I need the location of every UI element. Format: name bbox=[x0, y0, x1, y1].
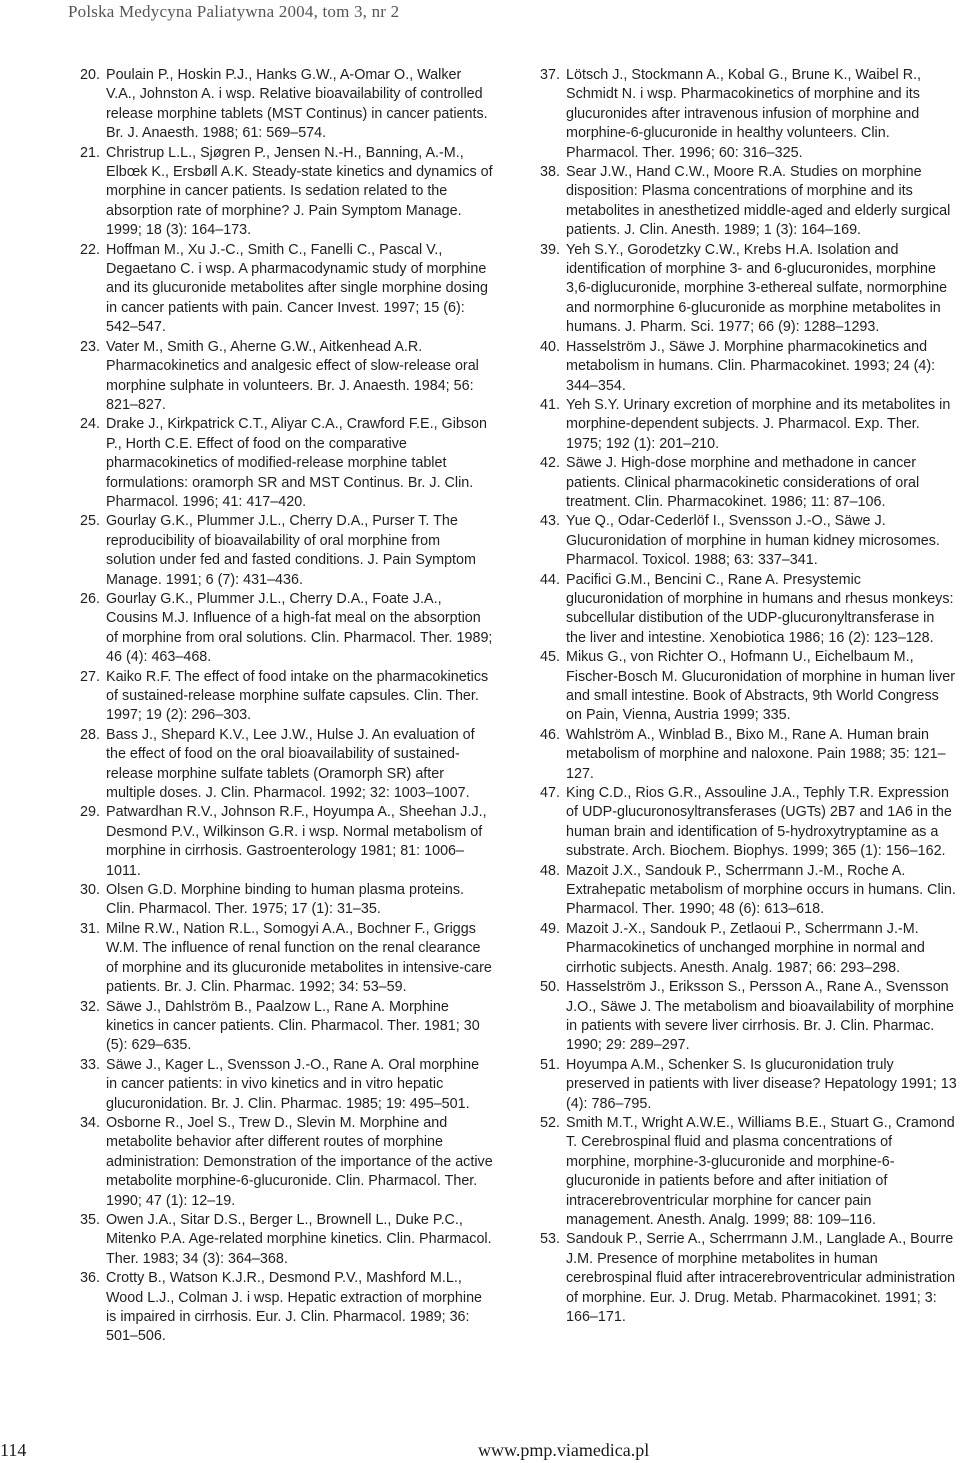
reference-list-right bbox=[540, 66, 958, 1327]
reference-item bbox=[540, 726, 958, 784]
reference-number: 51. bbox=[540, 1056, 560, 1073]
reference-text: Mazoit J.-X., Sandouk P., Zetlaoui P., Scherrmann J.-M. Pharmacokinetics of unchanged morphine in normal and cirrhotic subjects. Anesth. Analg. 1987; 66: 293–298. bbox=[566, 920, 925, 976]
reference-number: 22. bbox=[80, 241, 100, 258]
reference-item bbox=[540, 512, 958, 570]
reference-number: 50. bbox=[540, 979, 560, 996]
reference-item bbox=[80, 668, 493, 726]
reference-item bbox=[540, 66, 958, 163]
reference-text: Säwe J., Dahlström B., Paalzow L., Rane A. Morphine kinetics in cancer patients. Clin. Pharmacol. Ther. 1981; 30 (5): 629–635. bbox=[106, 998, 480, 1054]
reference-number: 29. bbox=[80, 804, 100, 821]
reference-text: Yeh S.Y. Urinary excretion of morphine and its metabolites in morphine-dependent subjects. J. Pharmacol. Exp. Ther. 1975; 192 (1): 201–210. bbox=[566, 396, 951, 452]
reference-number: 31. bbox=[80, 920, 100, 937]
reference-text: Olsen G.D. Morphine binding to human plasma proteins. Clin. Pharmacol. Ther. 1975; 17 (1): 31–35. bbox=[106, 882, 464, 918]
reference-text: Hasselström J., Säwe J. Morphine pharmacokinetics and metabolism in humans. Clin. Pharmacokinet. 1993; 24 (4): 344–354. bbox=[566, 338, 936, 394]
reference-item bbox=[540, 396, 958, 454]
reference-text: Christrup L.L., Sjøgren P., Jensen N.-H., Banning, A.-M., Elbœk K., Ersbøll A.K. Steady-state kinetics and dynamics of morphine in cancer patients. Is sedation related to the absorption rate of morphine? J. Pain Symptom Manage. 1999; 18 (3): 164–173. bbox=[106, 144, 493, 239]
reference-text: Sear J.W., Hand C.W., Moore R.A. Studies on morphine disposition: Plasma concentrations of morphine and its metabolites in anesthetized middle-aged and elderly surgical patients. J. Clin. Anesth. 1989; 1 (3): 164–169. bbox=[566, 164, 951, 239]
reference-number: 23. bbox=[80, 338, 100, 355]
reference-text: Gourlay G.K., Plummer J.L., Cherry D.A., Purser T. The reproducibility of bioavailability of oral morphine from solution under fed and fasted conditions. J. Pain Symptom Manage. 1991; 6 (7): 431–436. bbox=[106, 513, 476, 588]
reference-number: 34. bbox=[80, 1114, 100, 1131]
reference-item bbox=[80, 803, 493, 881]
reference-text: Osborne R., Joel S., Trew D., Slevin M. Morphine and metabolite behavior after different routes of morphine administration: Demonstration of the importance of the active metabolite morphine-6-glucuronide. Clin. Pharmacol. Ther. 1990; 47 (1): 12–19. bbox=[106, 1114, 493, 1209]
reference-list-left bbox=[80, 66, 493, 1347]
reference-number: 40. bbox=[540, 338, 560, 355]
reference-column-right bbox=[540, 66, 958, 1327]
reference-text: Pacifici G.M., Bencini C., Rane A. Presystemic glucuronidation of morphine in humans and rhesus monkeys: subcellular distibution of the UDP-glucuronyltransferase in the liver and intestine. Xenobiotica 1986; 16 (2): 123–128. bbox=[566, 571, 954, 646]
reference-text: Milne R.W., Nation R.L., Somogyi A.A., Bochner F., Griggs W.M. The influence of renal function on the renal clearance of morphine and its glucuronide metabolites in intensive-care patients. Br. J. Clin. Pharmac. 1992; 34: 53–59. bbox=[106, 920, 492, 996]
reference-item bbox=[80, 338, 493, 416]
reference-text: Mazoit J.X., Sandouk P., Scherrmann J.-M., Roche A. Extrahepatic metabolism of morphine occurs in humans. Clin. Pharmacol. Ther. 1990; 48 (6): 613–618. bbox=[566, 862, 956, 918]
reference-text: Bass J., Shepard K.V., Lee J.W., Hulse J. An evaluation of the effect of food on the oral bioavailability of sustained-release morphine sulfate tablets (Oramorph SR) after multiple doses. J. Clin. Pharmacol. 1992; 32: 1003–1007. bbox=[106, 726, 475, 802]
reference-number: 21. bbox=[80, 144, 100, 161]
reference-item bbox=[540, 1056, 958, 1114]
reference-item bbox=[80, 1269, 493, 1347]
reference-item bbox=[80, 1056, 493, 1114]
reference-item bbox=[540, 163, 958, 241]
reference-item bbox=[80, 144, 493, 241]
reference-text: Gourlay G.K., Plummer J.L., Cherry D.A., Foate J.A., Cousins M.J. Influence of a high-fat meal on the absorption of morphine from oral solutions. Clin. Pharmacol. Ther. 1989; 46 (4): 463–468. bbox=[106, 590, 493, 666]
reference-text: Wahlström A., Winblad B., Bixo M., Rane A. Human brain metabolism of morphine and naloxone. Pain 1988; 35: 121–127. bbox=[566, 726, 946, 782]
reference-number: 20. bbox=[80, 67, 100, 83]
reference-column-left bbox=[80, 66, 493, 1347]
reference-number: 48. bbox=[540, 862, 560, 879]
reference-text: Crotty B., Watson K.J.R., Desmond P.V., Mashford M.L., Wood L.J., Colman J. i wsp. Hepatic extraction of morphine is impaired in cirrhosis. Eur. J. Clin. Pharmacol. 1989; 36: 501–506. bbox=[106, 1270, 483, 1345]
reference-text: Sandouk P., Serrie A., Scherrmann J.M., Langlade A., Bourre J.M. Presence of morphine metabolites in human cerebrospinal fluid after intracerebroventricular administration of morphine. Eur. J. Drug. Metab. Pharmacokinet. 1991; 3: 166–171. bbox=[566, 1231, 956, 1325]
reference-item bbox=[80, 512, 493, 590]
reference-number: 28. bbox=[80, 726, 100, 743]
reference-item bbox=[540, 241, 958, 338]
reference-item bbox=[540, 648, 958, 726]
reference-number: 45. bbox=[540, 649, 560, 666]
reference-number: 42. bbox=[540, 455, 560, 472]
reference-item bbox=[80, 1114, 493, 1211]
reference-text: Lötsch J., Stockmann A., Kobal G., Brune K., Waibel R., Schmidt N. i wsp. Pharmacokinetics of morphine and its glucuronides after intravenous infusion of morphine and morphine-6-glucuronide in healthy volunteers. Clin. Pharmacol. Ther. 1996; 60: 316–325. bbox=[566, 67, 922, 161]
reference-number: 52. bbox=[540, 1114, 560, 1131]
reference-number: 32. bbox=[80, 998, 100, 1015]
reference-number: 39. bbox=[540, 241, 560, 258]
reference-item bbox=[540, 454, 958, 512]
reference-number: 46. bbox=[540, 726, 560, 743]
reference-number: 30. bbox=[80, 882, 100, 899]
reference-text: Drake J., Kirkpatrick C.T., Aliyar C.A., Crawford F.E., Gibson P., Horth C.E. Effect of food on the comparative pharmacokinetics of modified-release morphine tablet formulations: oramorph SR and MST Continus. Br. J. Clin. Pharmacol. 1996; 41: 417–420. bbox=[106, 416, 488, 510]
reference-text: Hoffman M., Xu J.-C., Smith C., Fanelli C., Pascal V., Degaetano C. i wsp. A pharmacodynamic study of morphine and its glucuronide metabolites after single morphine dosing in cancer patients with pain. Cancer Invest. 1997; 15 (6): 542–547. bbox=[106, 241, 488, 336]
reference-item bbox=[540, 571, 958, 649]
page-number: 114 bbox=[0, 1440, 27, 1460]
reference-number: 35. bbox=[80, 1211, 100, 1228]
reference-text: Poulain P., Hoskin P.J., Hanks G.W., A-Omar O., Walker V.A., Johnston A. i wsp. Relative bioavailability of controlled release morphine tablets (MST Continus) in cancer patients. Br. J. Anaesth. 1988; 61: 569–574. bbox=[106, 67, 488, 142]
reference-text: King C.D., Rios G.R., Assouline J.A., Tephly T.R. Expression of UDP-glucuronosyltransferases (UGTs) 2B7 and 1A6 in the human brain and identification of 5-hydroxytryptamine as a substrate. Arch. Biochem. Biophys. 1999; 365 (1): 156–162. bbox=[566, 785, 952, 860]
reference-item bbox=[540, 784, 958, 862]
reference-number: 36. bbox=[80, 1270, 100, 1287]
reference-number: 43. bbox=[540, 513, 560, 530]
reference-number: 37. bbox=[540, 67, 560, 83]
reference-item bbox=[540, 920, 958, 978]
reference-number: 41. bbox=[540, 396, 560, 413]
reference-number: 27. bbox=[80, 668, 100, 685]
reference-number: 44. bbox=[540, 571, 560, 588]
reference-text: Yeh S.Y., Gorodetzky C.W., Krebs H.A. Isolation and identification of morphine 3- and 6-glucuronides, morphine 3,6-diglucuronide, morphine 3-ethereal sulfate, normorphine and normorphine 6-glucuronide as morphine metabolites in humans. J. Pharm. Sci. 1977; 66 (9): 1288–1293. bbox=[566, 241, 948, 336]
reference-text: Kaiko R.F. The effect of food intake on the pharmacokinetics of sustained-release morphine sulfate capsules. Clin. Ther. 1997; 19 (2): 296–303. bbox=[106, 668, 489, 724]
reference-item bbox=[80, 726, 493, 804]
reference-item bbox=[80, 1211, 493, 1269]
reference-item bbox=[80, 590, 493, 668]
journal-website: www.pmp.viamedica.pl bbox=[478, 1440, 650, 1460]
reference-item bbox=[80, 66, 493, 144]
reference-item bbox=[80, 415, 493, 512]
reference-item bbox=[540, 978, 958, 1056]
reference-number: 38. bbox=[540, 164, 560, 181]
reference-item bbox=[540, 1114, 958, 1230]
reference-text: Smith M.T., Wright A.W.E., Williams B.E., Stuart G., Cramond T. Cerebrospinal fluid and plasma concentrations of morphine, morphine-3-glucuronide and morphine-6-glucuronide in patients before and after initiation of intracerebroventricular morphine for cancer pain management. Anesth. Analg. 1999; 88: 109–116. bbox=[566, 1114, 955, 1228]
reference-item bbox=[540, 862, 958, 920]
reference-number: 53. bbox=[540, 1231, 560, 1248]
reference-number: 25. bbox=[80, 513, 100, 530]
reference-text: Yue Q., Odar-Cederlöf I., Svensson J.-O., Säwe J. Glucuronidation of morphine in human kidney microsomes. Pharmacol. Toxicol. 1988; 63: 337–341. bbox=[566, 513, 940, 569]
running-header: Polska Medycyna Paliatywna 2004, tom 3, nr 2 bbox=[68, 2, 400, 21]
reference-text: Patwardhan R.V., Johnson R.F., Hoyumpa A., Sheehan J.J., Desmond P.V., Wilkinson G.R. i wsp. Normal metabolism of morphine in cirrhosis. Gastroenterology 1981; 81: 1006–1011. bbox=[106, 804, 487, 879]
reference-number: 49. bbox=[540, 920, 560, 937]
reference-item bbox=[80, 881, 493, 920]
reference-number: 24. bbox=[80, 416, 100, 433]
reference-text: Vater M., Smith G., Aherne G.W., Aitkenhead A.R. Pharmacokinetics and analgesic effect of slow-release oral morphine sulphate in volunteers. Br. J. Anaesth. 1984; 56: 821–827. bbox=[106, 338, 479, 413]
reference-text: Säwe J. High-dose morphine and methadone in cancer patients. Clinical pharmacokinetic considerations of oral treatment. Clin. Pharmacokinet. 1986; 11: 87–106. bbox=[566, 455, 920, 510]
reference-number: 26. bbox=[80, 590, 100, 607]
reference-text: Säwe J., Kager L., Svensson J.-O., Rane A. Oral morphine in cancer patients: in vivo kinetics and in vitro hepatic glucuronidation. Br. J. Clin. Pharmac. 1985; 19: 495–501. bbox=[106, 1056, 480, 1112]
reference-text: Mikus G., von Richter O., Hofmann U., Eichelbaum M., Fischer-Bosch M. Glucuronidation of morphine in human liver and small intestine. Book of Abstracts, 9th World Congress on Pain, Vienna, Austria 1999; 335. bbox=[566, 649, 956, 724]
reference-item bbox=[540, 338, 958, 396]
reference-text: Hasselström J., Eriksson S., Persson A., Rane A., Svensson J.O., Säwe J. The metabolism and bioavailability of morphine in patients with severe liver cirrhosis. Br. J. Clin. Pharmac. 1990; 29: 289–297. bbox=[566, 979, 955, 1054]
reference-number: 33. bbox=[80, 1056, 100, 1073]
reference-text: Hoyumpa A.M., Schenker S. Is glucuronidation truly preserved in patients with liver disease? Hepatology 1991; 13 (4): 786–795. bbox=[566, 1056, 957, 1112]
reference-number: 47. bbox=[540, 785, 560, 802]
reference-text: Owen J.A., Sitar D.S., Berger L., Brownell L., Duke P.C., Mitenko P.A. Age-related morphine kinetics. Clin. Pharmacol. Ther. 1983; 34 (3): 364–368. bbox=[106, 1211, 492, 1267]
reference-item bbox=[80, 998, 493, 1056]
reference-item bbox=[80, 920, 493, 998]
reference-item bbox=[540, 1230, 958, 1327]
reference-item bbox=[80, 241, 493, 338]
